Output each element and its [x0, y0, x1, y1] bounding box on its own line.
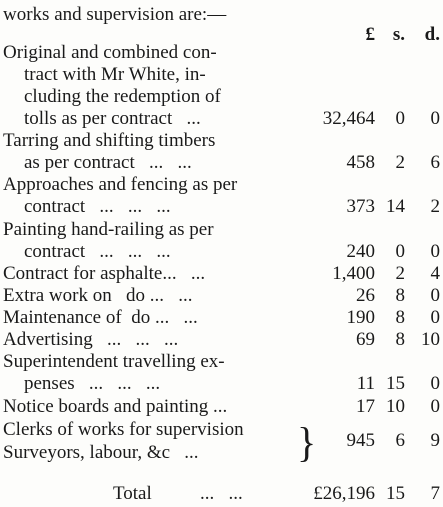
total-pounds: £26,196: [313, 483, 375, 504]
item-0-shillings: 0: [395, 108, 405, 129]
item-10-pounds: 945: [346, 430, 375, 451]
item-10-line-0: Clerks of works for supervision: [3, 419, 244, 440]
item-1-shillings: 2: [395, 152, 405, 173]
item-7-line-0: Advertising ... ... ...: [3, 329, 179, 350]
item-4-shillings: 2: [395, 263, 405, 284]
item-10-line-1: Surveyors, labour, &c ...: [3, 442, 199, 463]
item-8-pounds: 11: [356, 373, 375, 394]
item-0-pounds: 32,464: [322, 108, 375, 129]
item-3-pounds: 240: [346, 241, 375, 262]
item-2-shillings: 14: [386, 196, 405, 217]
item-0-line-1: tract with Mr White, in-: [24, 64, 206, 85]
item-3-line-0: Painting hand-railing as per: [3, 219, 214, 240]
item-2-pounds: 373: [346, 196, 375, 217]
item-5-pounds: 26: [356, 285, 375, 306]
item-9-line-0: Notice boards and painting ...: [3, 396, 228, 417]
item-10-pence: 9: [430, 430, 440, 451]
item-7-pence: 10: [421, 329, 440, 350]
item-6-line-0: Maintenance of do ... ...: [3, 307, 198, 328]
item-1-line-1: as per contract ... ...: [24, 152, 192, 173]
grouping-brace: }: [297, 418, 317, 467]
total-pence: 7: [430, 483, 440, 504]
item-0-line-0: Original and combined con-: [3, 42, 217, 63]
intro-line: works and supervision are:—: [3, 4, 227, 25]
item-2-line-0: Approaches and fencing as per: [3, 174, 238, 195]
item-4-pence: 4: [430, 263, 440, 284]
item-7-pounds: 69: [356, 329, 375, 350]
item-1-line-0: Tarring and shifting timbers: [3, 130, 216, 151]
item-6-pence: 0: [430, 307, 440, 328]
item-8-shillings: 15: [386, 373, 405, 394]
item-6-pounds: 190: [346, 307, 375, 328]
item-7-shillings: 8: [395, 329, 405, 350]
header-shillings: s.: [392, 24, 405, 45]
total-shillings: 15: [386, 483, 405, 504]
item-3-pence: 0: [430, 241, 440, 262]
item-2-line-1: contract ... ... ...: [24, 196, 171, 217]
item-5-pence: 0: [430, 285, 440, 306]
total-label: Total: [113, 483, 152, 504]
item-5-line-0: Extra work on do ... ...: [3, 285, 193, 306]
item-0-pence: 0: [430, 108, 440, 129]
item-9-pounds: 17: [356, 396, 375, 417]
header-pounds: £: [365, 24, 375, 45]
total-dots: ... ...: [200, 483, 243, 504]
item-4-pounds: 1,400: [332, 263, 375, 284]
item-6-shillings: 8: [395, 307, 405, 328]
item-8-pence: 0: [430, 373, 440, 394]
item-8-line-1: penses ... ... ...: [24, 373, 161, 394]
item-1-pounds: 458: [346, 152, 375, 173]
header-pence: d.: [424, 24, 440, 45]
item-0-line-3: tolls as per contract ...: [24, 108, 201, 129]
item-2-pence: 2: [430, 196, 440, 217]
item-3-shillings: 0: [395, 241, 405, 262]
item-10-shillings: 6: [395, 430, 405, 451]
item-5-shillings: 8: [395, 285, 405, 306]
item-3-line-1: contract ... ... ...: [24, 241, 171, 262]
item-9-shillings: 10: [386, 396, 405, 417]
item-8-line-0: Superintendent travelling ex-: [3, 351, 225, 372]
item-1-pence: 6: [430, 152, 440, 173]
item-0-line-2: cluding the redemption of: [24, 86, 221, 107]
item-9-pence: 0: [430, 396, 440, 417]
item-4-line-0: Contract for asphalte... ...: [3, 263, 206, 284]
